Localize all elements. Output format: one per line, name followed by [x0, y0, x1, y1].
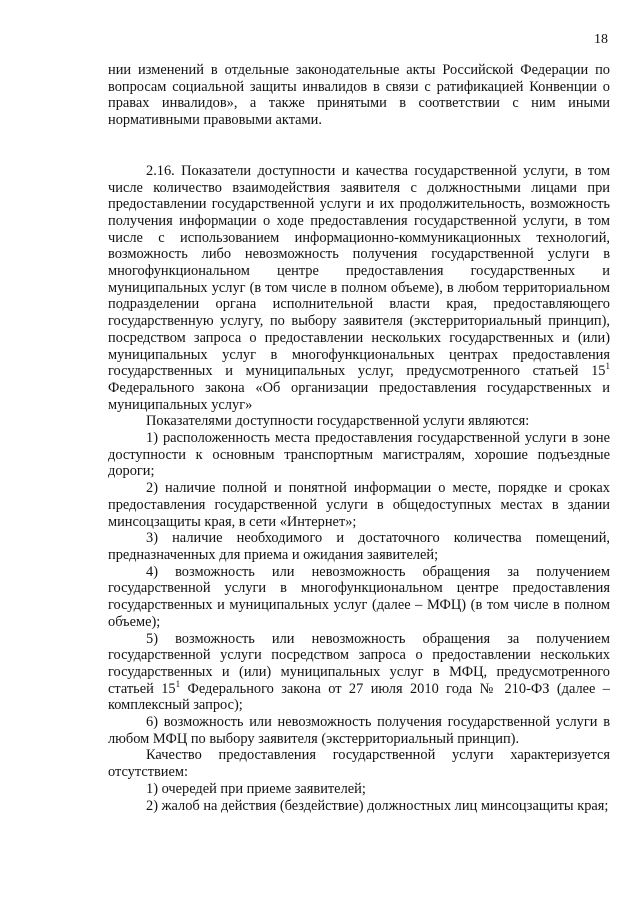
list-item-1: 1) расположенность места предоставления государственной услуги в зоне доступности к основным транспортным магистралям, хорошие подъездные дороги;	[108, 430, 610, 480]
list-item-5-text-end: Федерального закона от 27 июля 2010 года № 210-ФЗ (далее – комплексный запрос);	[108, 680, 610, 714]
quality-item-2: 2) жалоб на действия (бездействие) должностных лиц минсоцзащиты края;	[146, 797, 609, 814]
list-item-3: 3) наличие необходимого и достаточного количества помещений, предназначенных для приема и ожидания заявителей;	[108, 530, 610, 563]
list-item-4: 4) возможность или невозможность обращения за получением государственной услуги в многофункциональном центре предоставления государственных и муниципальных услуг (далее – МФЦ) (в том числе в полном объеме);	[108, 563, 610, 630]
paragraph-2-16-text-end: Федерального закона «Об организации предоставления государственных и муниципальных услуг»	[108, 379, 610, 413]
paragraph-continuation: нии изменений в отдельные законодательные акты Российской Федерации по вопросам социальной защиты инвалидов в связи с ратификацией Конвенции о правах инвалидов», а также принятыми в соответствии с ним иными нормативными правовыми актами.	[108, 62, 610, 129]
page-number: 18	[594, 32, 608, 47]
article-superscript: 1	[175, 678, 181, 689]
paragraph-2-16	[108, 163, 610, 414]
list-item-6: 6) возможность или невозможность получения государственной услуги в любом МФЦ по выбору заявителя (экстерриториальный принцип).	[108, 714, 610, 747]
document-body	[108, 62, 610, 814]
accessibility-indicators-heading: Показателями доступности государственной услуги являются:	[146, 413, 530, 430]
quality-item-1: 1) очередей при приеме заявителей;	[146, 780, 366, 797]
article-superscript: 1	[605, 361, 610, 372]
list-item-2: 2) наличие полной и понятной информации о месте, порядке и сроках предоставления государственной услуги в общедоступных местах в здании минсоцзащиты края, в сети «Интернет»;	[108, 480, 610, 530]
list-item-5-text: 5) возможность или невозможность обращения за получением государственной услуги посредством запроса о предоставлении нескольких государственных и (или) муниципальных услуг в МФЦ, предусмотренного статьей 15	[108, 630, 610, 697]
list-item-5	[108, 631, 610, 715]
paragraph-2-16-text: 2.16. Показатели доступности и качества государственной услуги, в том числе количество взаимодействия заявителя с должностными лицами при предоставлении государственной услуги и их продолжительность, возможность получения информации о ходе предоставления государственной услуги, в том числе с использованием информационно-коммуникационных технологий, возможность либо невозможность получения государственной услуги в многофункциональном центре предоставления государственных и муниципальных услуг (в том числе в полном объеме), в любом территориальном подразделении органа исполнительной власти края, предоставляющего государственную услугу, по выбору заявителя (экстерриториальный принцип), посредством запроса о предоставлении нескольких государственных и (или) муниципальных услуг в многофункциональных центрах предоставления государственных и муниципальных услуг, предусмотренного статьей 15	[108, 162, 610, 380]
quality-indicators-heading: Качество предоставления государственной услуги характеризуется отсутствием:	[108, 747, 610, 781]
